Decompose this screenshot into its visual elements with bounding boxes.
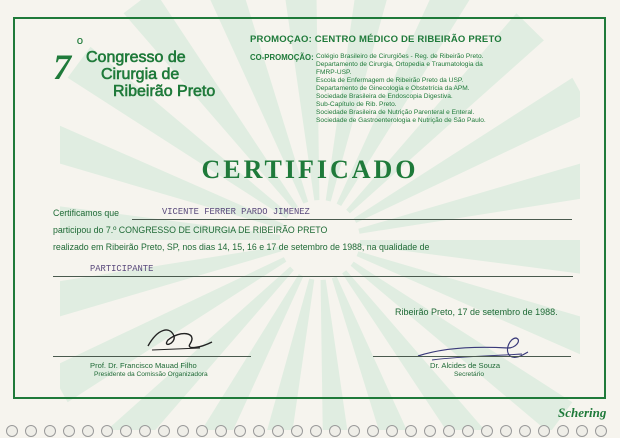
punch-hole (272, 425, 284, 437)
copromocao-item: Departamento de Cirurgia, Ortopedia e Traumatologia da (316, 61, 483, 68)
copromocao-list (316, 53, 486, 125)
copromocao-item: Sociedade Brasileira de Endoscopia Digestiva. (316, 93, 453, 100)
copromocao-label: CO-PROMOÇÃO: (250, 53, 314, 62)
copromocao-item: Escola de Enfermagem de Ribeirão Preto da USP. (316, 77, 464, 84)
copromocao-item: Colégio Brasileiro de Cirurgiões - Reg. de Ribeirão Preto. (316, 53, 484, 60)
name-underline (132, 219, 572, 220)
certify-line-2: participou do 7.º CONGRESSO DE CIRURGIA DE RIBEIRÃO PRETO (53, 225, 328, 235)
punch-hole (576, 425, 588, 437)
copromocao-item: Sociedade de Gastroenterologia e Nutrição de São Paulo. (316, 117, 486, 124)
role-underline (53, 276, 573, 277)
signer-role-left: Presidente da Comissão Organizadora (94, 371, 208, 378)
punch-hole (500, 425, 512, 437)
punch-hole (310, 425, 322, 437)
place-and-date: Ribeirão Preto, 17 de setembro de 1988. (395, 307, 558, 317)
certify-prefix: Certificamos que (53, 208, 120, 218)
certify-line-3: realizado em Ribeirão Preto, SP, nos dias 14, 15, 16 e 17 de setembro de 1988, na qualidade de (53, 242, 430, 252)
punch-hole (139, 425, 151, 437)
punch-hole (481, 425, 493, 437)
punch-hole (6, 425, 18, 437)
punch-hole (443, 425, 455, 437)
signer-role-right: Secretário (454, 371, 485, 378)
signer-name-left: Prof. Dr. Francisco Mauad Filho (90, 361, 197, 370)
punch-hole (234, 425, 246, 437)
punch-hole (595, 425, 607, 437)
punch-hole (120, 425, 132, 437)
logo-line-1: Congresso de (86, 49, 186, 66)
punch-hole (424, 425, 436, 437)
certificate-title: CERTIFICADO (201, 155, 419, 184)
promocao-heading: PROMOÇAO: CENTRO MÉDICO DE RIBEIRÃO PRETO (250, 34, 502, 45)
punch-hole (253, 425, 265, 437)
copromocao-item: Sub-Capítulo de Rib. Preto. (316, 101, 397, 108)
punch-hole (405, 425, 417, 437)
copromocao-item: Departamento de Ginecologia e Obstetrícia da APM. (316, 85, 470, 92)
congress-logo (53, 34, 243, 114)
punch-hole (557, 425, 569, 437)
signer-name-right: Dr. Alcides de Souza (430, 361, 501, 370)
punch-hole (177, 425, 189, 437)
punch-hole (348, 425, 360, 437)
logo-line-3: Ribeirão Preto (113, 83, 216, 100)
signature-line-right (373, 356, 571, 357)
punch-hole (329, 425, 341, 437)
signature-left (140, 318, 220, 358)
punch-hole (63, 425, 75, 437)
signature-line-left (53, 356, 251, 357)
punch-hole (101, 425, 113, 437)
participant-name: VICENTE FERRER PARDO JIMENEZ (162, 207, 310, 217)
punch-hole (519, 425, 531, 437)
punch-hole (291, 425, 303, 437)
punch-hole (82, 425, 94, 437)
logo-line-2: Cirurgia de (101, 66, 180, 83)
participation-role: PARTICIPANTE (90, 264, 154, 274)
punch-hole (25, 425, 37, 437)
schering-logo: Schering (558, 405, 607, 420)
punch-hole (462, 425, 474, 437)
punch-hole (215, 425, 227, 437)
punch-hole (367, 425, 379, 437)
punch-hole (386, 425, 398, 437)
punch-hole (158, 425, 170, 437)
perforation-strip (0, 422, 620, 438)
punch-hole (196, 425, 208, 437)
logo-number: 7 (53, 47, 71, 87)
copromocao-item: FMRP-USP. (316, 69, 352, 76)
punch-hole (44, 425, 56, 437)
copromocao-item: Sociedade Brasileira de Nutrição Parenteral e Enteral. (316, 109, 475, 116)
punch-hole (538, 425, 550, 437)
logo-ordinal: º (77, 36, 83, 53)
